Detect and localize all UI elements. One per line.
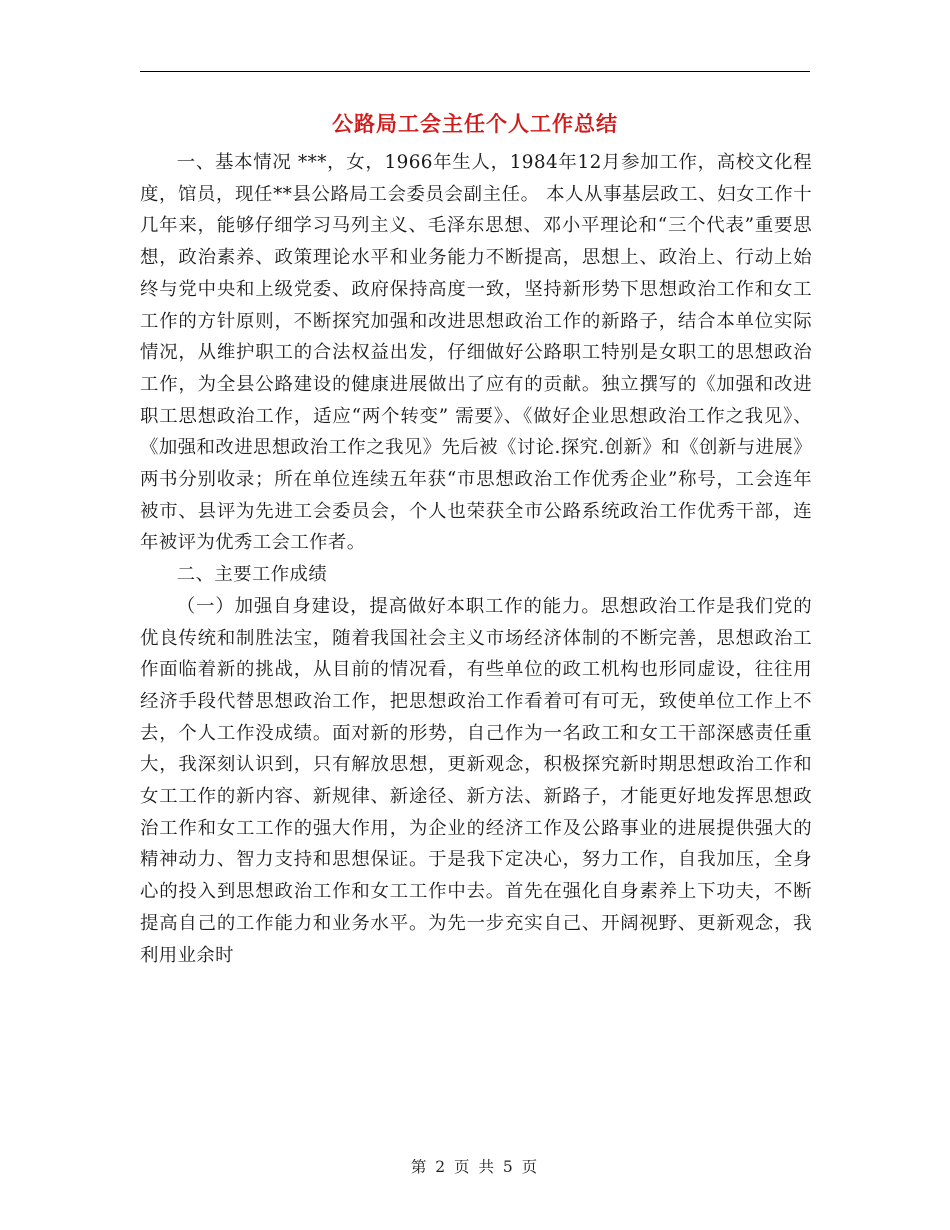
page-number: 第 2 页 共 5 页 <box>410 1158 540 1176</box>
document-body <box>140 147 812 971</box>
header-rule <box>140 71 810 72</box>
paragraph-self-building: （一）加强自身建设，提高做好本职工作的能力。思想政治工作是我们党的优良传统和制胜法宝，随着我国社会主义市场经济体制的不断完善，思想政治工作面临着新的挑战，从目前的情况看，有些单位的政工机构也形同虚设，往往用经济手段代替思想政治工作，把思想政治工作看着可有可无，致使单位工作上不去，个人工作没成绩。面对新的形势，自己作为一名政工和女工干部深感责任重大，我深刻认识到，只有解放思想，更新观念，积极探究新时期思想政治工作和女工工作的新内容、新规律、新途径、新方法、新路子，才能更好地发挥思想政治工作和女工工作的强大作用，为企业的经济工作及公路事业的进展提供强大的精神动力、智力支持和思想保证。于是我下定决心，努力工作，自我加压，全身心的投入到思想政治工作和女工工作中去。首先在强化自身素养上下功夫，不断提高自己的工作能力和业务水平。为先一步充实自己、开阔视野、更新观念，我利用业余时 <box>140 595 812 966</box>
paragraph-basic-info: 一、基本情况 ***，女，1966年生人，1984年12月参加工作，高校文化程度，馆员，现任**县公路局工会委员会副主任。 本人从事基层政工、妇女工作十几年来，能够仔细学习马列主义、毛泽东思想、邓小平理论和“三个代表”重要思想，政治素养、政策理论水平和业务能力不断提高，思想上、政治上、行动上始终与党中央和上级党委、政府保持高度一致，坚持新形势下思想政治工作和女工工作的方针原则，不断探究加强和改进思想政治工作的新路子，结合本单位实际情况，从维护职工的合法权益出发，仔细做好公路职工特别是女职工的思想政治工作，为全县公路建设的健康进展做出了应有的贡献。独立撰写的《加强和改进职工思想政治工作，适应“两个转变” 需要》、《做好企业思想政治工作之我见》、《加强和改进思想政治工作之我见》先后被《讨论.探究.创新》和《创新与进展》两书分别收录；所在单位连续五年获“市思想政治工作优秀企业”称号，工会连年被市、县评为先进工会委员会，个人也荣获全市公路系统政治工作优秀干部，连年被评为优秀工会工作者。 <box>140 152 812 554</box>
section-heading-achievements: 二、主要工作成绩 <box>176 564 328 586</box>
document-title: 公路局工会主任个人工作总结 <box>332 111 618 136</box>
